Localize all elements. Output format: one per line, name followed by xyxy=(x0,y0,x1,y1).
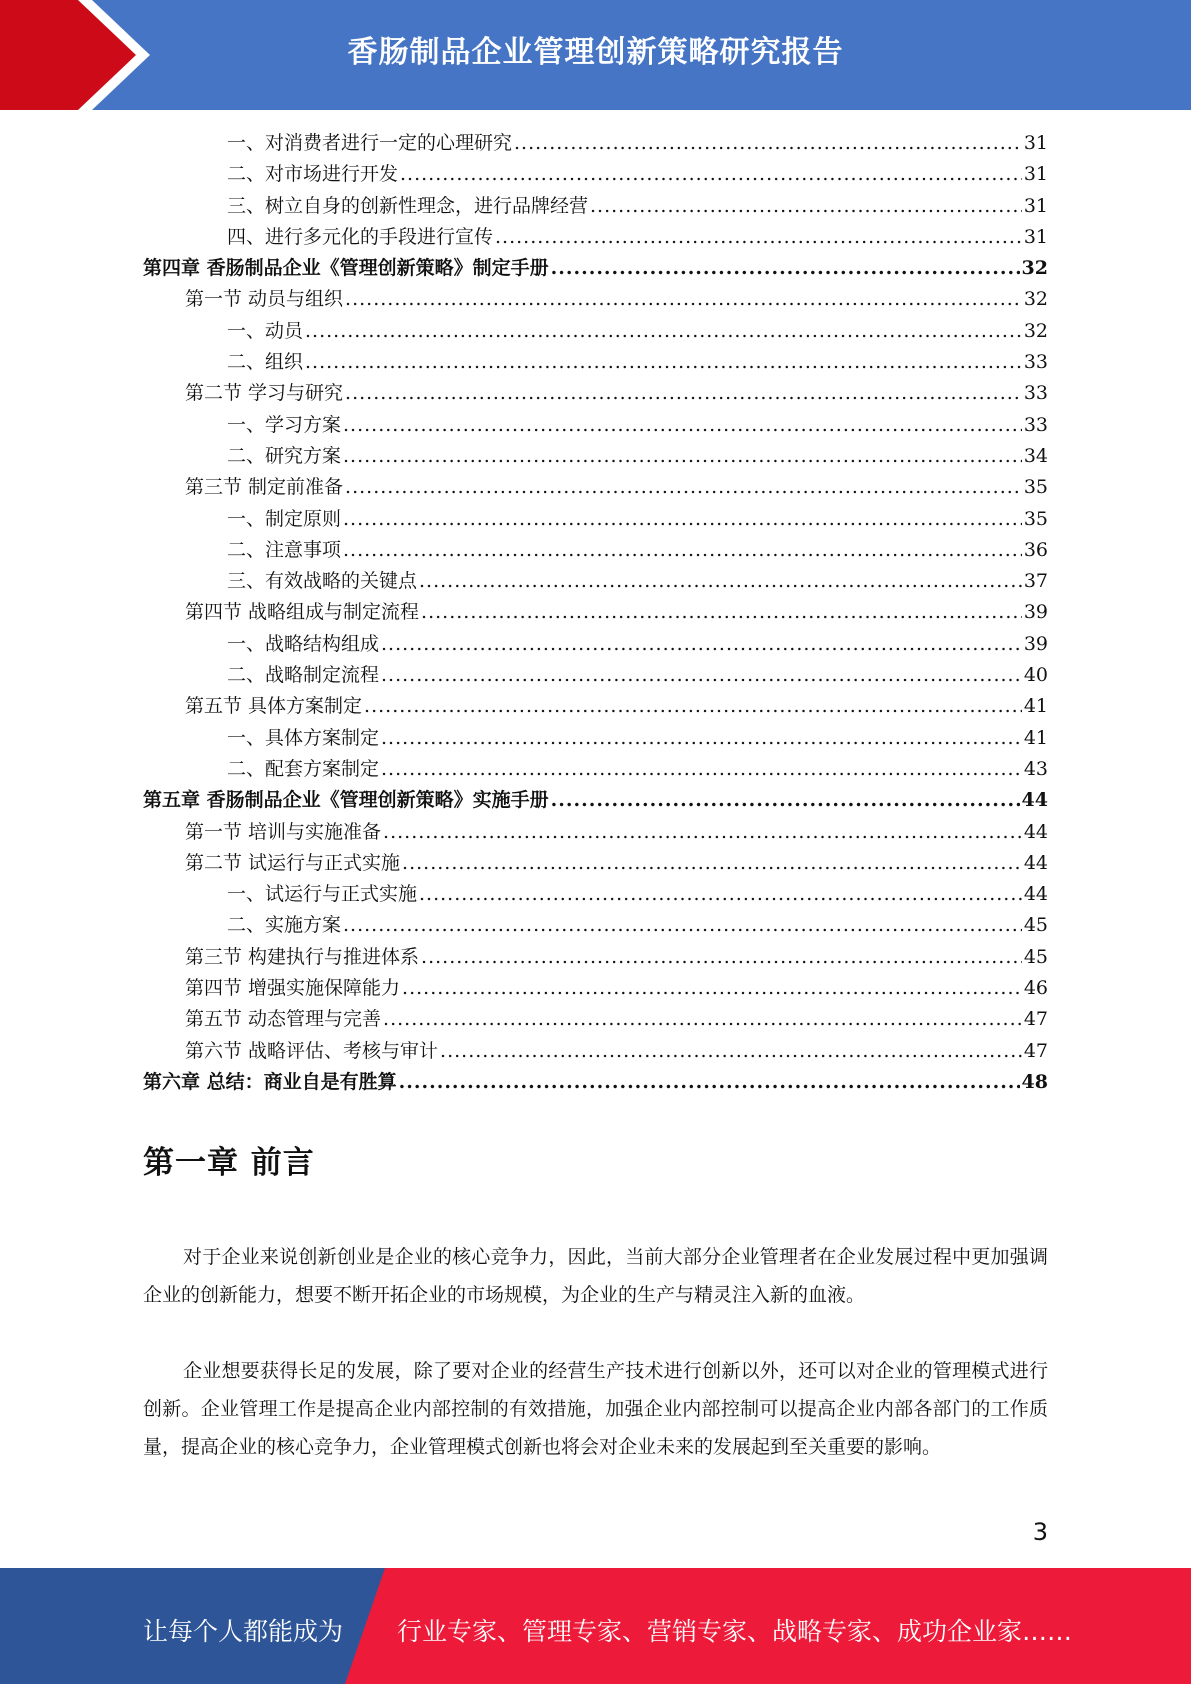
toc-entry-label: 二、实施方案 xyxy=(227,914,342,937)
toc-leader-dots xyxy=(343,910,1022,941)
toc-section-row[interactable] xyxy=(143,973,1048,1004)
toc-entry-page: 32 xyxy=(1021,257,1048,280)
page-header xyxy=(0,0,1191,110)
toc-subsection-row[interactable] xyxy=(143,723,1048,754)
toc-section-row[interactable] xyxy=(143,378,1048,409)
toc-subsection-row[interactable] xyxy=(143,504,1048,535)
toc-leader-dots xyxy=(383,817,1022,848)
toc-leader-dots xyxy=(419,566,1022,597)
toc-leader-dots xyxy=(419,879,1022,910)
toc-chapter-row[interactable] xyxy=(143,253,1048,284)
toc-entry-page: 34 xyxy=(1023,444,1048,467)
toc-entry-page: 33 xyxy=(1023,382,1048,405)
toc-leader-dots xyxy=(421,942,1022,973)
chapter-title: 第一章 前言 xyxy=(143,1145,315,1181)
toc-entry-label: 一、战略结构组成 xyxy=(227,632,380,655)
toc-entry-page: 31 xyxy=(1023,163,1048,186)
toc-subsection-row[interactable] xyxy=(143,128,1048,159)
toc-subsection-row[interactable] xyxy=(143,660,1048,691)
toc-entry-label: 三、树立自身的创新性理念，进行品牌经营 xyxy=(227,194,589,217)
toc-entry-page: 41 xyxy=(1023,695,1048,718)
toc-entry-page: 46 xyxy=(1023,977,1048,1000)
toc-subsection-row[interactable] xyxy=(143,629,1048,660)
toc-leader-dots xyxy=(421,597,1022,628)
toc-leader-dots xyxy=(551,785,1020,816)
page-footer xyxy=(0,1568,1191,1684)
page-number: 3 xyxy=(1032,1518,1048,1546)
toc-entry-label: 第四节 战略组成与制定流程 xyxy=(185,601,420,624)
toc-entry-label: 二、研究方案 xyxy=(227,444,342,467)
toc-entry-page: 41 xyxy=(1023,726,1048,749)
toc-leader-dots xyxy=(400,159,1022,190)
toc-entry-label: 第三节 构建执行与推进体系 xyxy=(185,945,420,968)
toc-leader-dots xyxy=(343,410,1022,441)
toc-entry-page: 48 xyxy=(1021,1070,1048,1093)
toc-entry-label: 二、配套方案制定 xyxy=(227,757,380,780)
toc-section-row[interactable] xyxy=(143,942,1048,973)
toc-entry-label: 第六章 总结：商业自是有胜算 xyxy=(143,1070,397,1093)
toc-leader-dots xyxy=(345,378,1022,409)
toc-entry-label: 第五章 香肠制品企业《管理创新策略》实施手册 xyxy=(143,789,549,812)
toc-entry-page: 45 xyxy=(1023,914,1048,937)
toc-entry-label: 二、战略制定流程 xyxy=(227,664,380,687)
toc-entry-label: 二、注意事项 xyxy=(227,538,342,561)
toc-chapter-row[interactable] xyxy=(143,785,1048,816)
document-title: 香肠制品企业管理创新策略研究报告 xyxy=(347,35,844,70)
toc-subsection-row[interactable] xyxy=(143,159,1048,190)
toc-entry-label: 一、学习方案 xyxy=(227,413,342,436)
toc-leader-dots xyxy=(305,347,1022,378)
toc-entry-label: 一、制定原则 xyxy=(227,507,342,530)
toc-leader-dots xyxy=(495,222,1022,253)
toc-section-row[interactable] xyxy=(143,284,1048,315)
toc-section-row[interactable] xyxy=(143,472,1048,503)
toc-chapter-row[interactable] xyxy=(143,1067,1048,1098)
toc-leader-dots xyxy=(381,660,1022,691)
toc-leader-dots xyxy=(402,973,1022,1004)
toc-entry-page: 31 xyxy=(1023,132,1048,154)
toc-subsection-row[interactable] xyxy=(143,910,1048,941)
toc-entry-page: 47 xyxy=(1023,1039,1048,1062)
toc-leader-dots xyxy=(399,1067,1020,1098)
toc-subsection-row[interactable] xyxy=(143,222,1048,253)
toc-section-row[interactable] xyxy=(143,1004,1048,1035)
toc-leader-dots xyxy=(345,472,1022,503)
paragraph: 对于企业来说创新创业是企业的核心竞争力，因此，当前大部分企业管理者在企业发展过程中更加强调企业的创新能力，想要不断开拓企业的市场规模，为企业的生产与精灵注入新的血液。 xyxy=(143,1246,1048,1306)
toc-entry-label: 一、具体方案制定 xyxy=(227,726,380,749)
toc-leader-dots xyxy=(381,754,1022,785)
toc-entry-page: 44 xyxy=(1023,851,1048,874)
toc-entry-page: 44 xyxy=(1021,789,1048,812)
footer-slogan: 让每个人都能成为 xyxy=(143,1617,344,1646)
toc-entry-label: 一、动员 xyxy=(227,319,304,342)
toc-section-row[interactable] xyxy=(143,1036,1048,1067)
toc-entry-label: 第二节 试运行与正式实施 xyxy=(185,851,401,874)
toc-entry-label: 一、试运行与正式实施 xyxy=(227,883,418,906)
toc-entry-label: 第五节 动态管理与完善 xyxy=(185,1008,382,1031)
toc-subsection-row[interactable] xyxy=(143,754,1048,785)
paragraph: 企业想要获得长足的发展，除了要对企业的经营生产技术进行创新以外，还可以对企业的管理模式进行创新。企业管理工作是提高企业内部控制的有效措施，加强企业内部控制可以提高企业内部各部门的工作质量，提高企业的核心竞争力，企业管理模式创新也将会对企业未来的发展起到至关重要的影响。 xyxy=(143,1360,1048,1458)
toc-leader-dots xyxy=(305,316,1022,347)
chapter-body xyxy=(143,1238,1048,1504)
toc-entry-page: 33 xyxy=(1023,351,1048,374)
toc-entry-page: 35 xyxy=(1023,476,1048,499)
toc-entry-page: 35 xyxy=(1023,507,1048,530)
toc-subsection-row[interactable] xyxy=(143,191,1048,222)
toc-entry-page: 39 xyxy=(1023,632,1048,655)
toc-entry-page: 45 xyxy=(1023,945,1048,968)
toc-entry-page: 43 xyxy=(1023,757,1048,780)
toc-entry-label: 第一节 动员与组织 xyxy=(185,288,344,311)
toc-entry-page: 39 xyxy=(1023,601,1048,624)
toc-section-row[interactable] xyxy=(143,597,1048,628)
toc-leader-dots xyxy=(551,253,1020,284)
footer-roles: 行业专家、管理专家、营销专家、战略专家、成功企业家…… xyxy=(397,1617,1073,1646)
toc-entry-page: 32 xyxy=(1023,319,1048,342)
toc-leader-dots xyxy=(590,191,1022,222)
toc-entry-label: 第三节 制定前准备 xyxy=(185,476,344,499)
toc-entry-page: 44 xyxy=(1023,820,1048,843)
toc-entry-page: 36 xyxy=(1023,538,1048,561)
toc-entry-page: 31 xyxy=(1023,194,1048,217)
toc-entry-label: 第二节 学习与研究 xyxy=(185,382,344,405)
toc-entry-label: 第四章 香肠制品企业《管理创新策略》制定手册 xyxy=(143,257,549,280)
toc-subsection-row[interactable] xyxy=(143,441,1048,472)
toc-subsection-row[interactable] xyxy=(143,535,1048,566)
toc-entry-label: 第六节 战略评估、考核与审计 xyxy=(185,1039,439,1062)
toc-entry-label: 第一节 培训与实施准备 xyxy=(185,820,382,843)
toc-entry-label: 二、组织 xyxy=(227,351,304,374)
toc-leader-dots xyxy=(440,1036,1022,1067)
toc-entry-page: 37 xyxy=(1023,570,1048,593)
table-of-contents xyxy=(143,128,1048,1098)
toc-section-row[interactable] xyxy=(143,848,1048,879)
toc-entry-page: 44 xyxy=(1023,883,1048,906)
toc-entry-label: 四、进行多元化的手段进行宣传 xyxy=(227,225,494,248)
toc-entry-label: 一、对消费者进行一定的心理研究 xyxy=(227,132,513,154)
toc-entry-label: 三、有效战略的关键点 xyxy=(227,570,418,593)
toc-leader-dots xyxy=(381,629,1022,660)
toc-entry-page: 31 xyxy=(1023,225,1048,248)
toc-leader-dots xyxy=(343,535,1022,566)
toc-leader-dots xyxy=(343,441,1022,472)
toc-leader-dots xyxy=(514,128,1022,159)
toc-leader-dots xyxy=(381,723,1022,754)
toc-subsection-row[interactable] xyxy=(143,566,1048,597)
toc-leader-dots xyxy=(402,848,1022,879)
toc-leader-dots xyxy=(364,691,1022,722)
toc-leader-dots xyxy=(345,284,1022,315)
toc-entry-page: 33 xyxy=(1023,413,1048,436)
toc-section-row[interactable] xyxy=(143,817,1048,848)
toc-subsection-row[interactable] xyxy=(143,347,1048,378)
toc-subsection-row[interactable] xyxy=(143,316,1048,347)
toc-leader-dots xyxy=(343,504,1022,535)
toc-entry-label: 二、对市场进行开发 xyxy=(227,163,399,186)
toc-subsection-row[interactable] xyxy=(143,879,1048,910)
toc-entry-page: 32 xyxy=(1023,288,1048,311)
toc-subsection-row[interactable] xyxy=(143,410,1048,441)
toc-entry-page: 40 xyxy=(1023,664,1048,687)
toc-entry-label: 第五节 具体方案制定 xyxy=(185,695,363,718)
toc-section-row[interactable] xyxy=(143,691,1048,722)
toc-leader-dots xyxy=(383,1004,1022,1035)
toc-entry-label: 第四节 增强实施保障能力 xyxy=(185,977,401,1000)
toc-entry-page: 47 xyxy=(1023,1008,1048,1031)
